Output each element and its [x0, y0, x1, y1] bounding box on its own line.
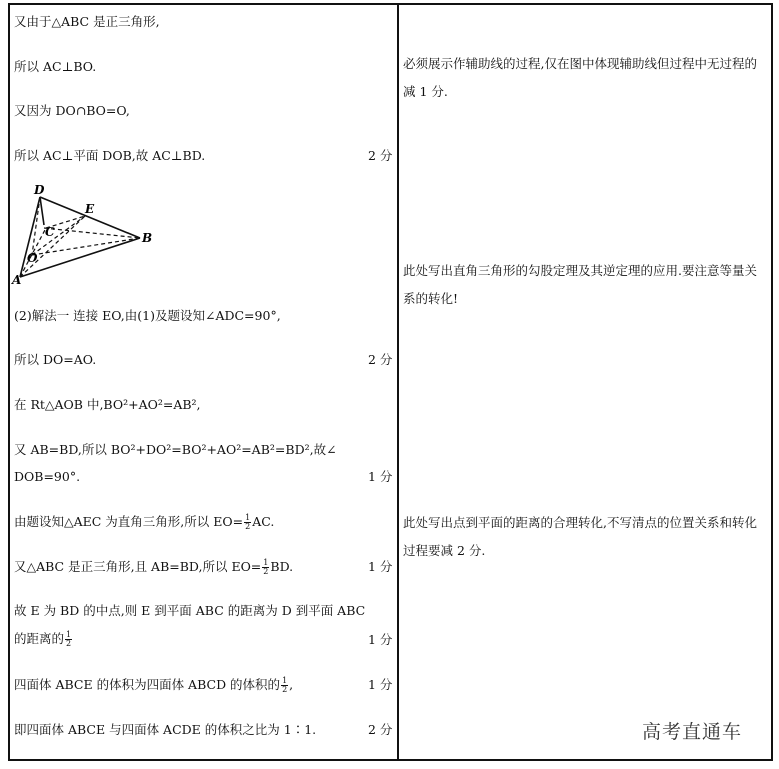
- line-12-text: 四面体 ABCE 的体积为四面体 ABCD 的体积的: [14, 677, 281, 692]
- solution-line-12: [14, 677, 293, 694]
- solution-line-3: 又因为 DO∩BO=O,: [14, 103, 130, 118]
- grading-note-3: 此处写出点到平面的距离的合理转化,不写清点的位置关系和转化过程要减 2 分.: [403, 515, 757, 558]
- label-a: A: [12, 273, 22, 287]
- column-divider: [397, 3, 399, 761]
- score-line-4: 2 分: [368, 148, 393, 163]
- fraction-half: $\frac{1}{2}$: [66, 630, 72, 648]
- watermark: 高考直通车: [642, 721, 743, 743]
- segment-ob: [32, 238, 140, 255]
- solution-line-5: (2)解法一 连接 EO,由(1)及题设知∠ADC=90°,: [14, 308, 281, 323]
- label-o: O: [27, 251, 38, 265]
- line-11b-text: 的距离的: [14, 631, 65, 646]
- solution-line-6: 所以 DO=AO.: [14, 352, 97, 367]
- solution-line-10: [14, 559, 293, 576]
- segment-oe: [32, 216, 85, 255]
- label-b: B: [142, 231, 153, 245]
- score-line-13: 2 分: [368, 722, 393, 737]
- solution-line-1: 又由于△ABC 是正三角形,: [14, 14, 160, 29]
- score-line-6: 2 分: [368, 352, 393, 367]
- fraction-half: $\frac{1}{2}$: [282, 676, 288, 694]
- line-12-tail: ,: [289, 677, 294, 692]
- line-10-tail: BD.: [270, 559, 294, 574]
- solution-line-4: 所以 AC⊥平面 DOB,故 AC⊥BD.: [14, 148, 206, 163]
- grading-note-1: 必须展示作辅助线的过程,仅在图中体现辅助线但过程中无过程的减 1 分.: [403, 56, 757, 99]
- solution-line-8a: 又 AB=BD,所以 BO²+DO²=BO²+AO²=AB²=BD²,故∠: [14, 442, 337, 457]
- grading-note-2: 此处写出直角三角形的勾股定理及其逆定理的应用.要注意等量关系的转化!: [403, 263, 757, 306]
- solution-line-11a: 故 E 为 BD 的中点,则 E 到平面 ABC 的距离为 D 到平面 ABC: [14, 603, 366, 618]
- solution-line-13: 即四面体 ABCE 与四面体 ACDE 的体积之比为 1∶1.: [14, 722, 317, 737]
- line-9-tail: AC.: [252, 514, 275, 529]
- score-line-10: 1 分: [368, 559, 393, 574]
- solution-line-2: 所以 AC⊥BO.: [14, 59, 97, 74]
- fraction-half: $\frac{1}{2}$: [263, 558, 269, 576]
- score-line-8: 1 分: [368, 469, 393, 484]
- label-d: D: [34, 183, 45, 197]
- score-line-11: 1 分: [368, 632, 393, 647]
- edge-cb: [44, 228, 140, 238]
- label-e: E: [85, 202, 95, 216]
- tetrahedron-figure: [10, 180, 160, 290]
- edge-dc-top: [40, 197, 44, 225]
- solution-line-9: [14, 514, 274, 531]
- label-c: C: [45, 225, 55, 239]
- fraction-half: $\frac{1}{2}$: [245, 513, 251, 531]
- solution-line-8b: DOB=90°.: [14, 469, 81, 484]
- edge-da: [20, 197, 40, 277]
- line-9-text: 由题设知△AEC 为直角三角形,所以 EO=: [14, 514, 244, 529]
- solution-line-11b: [14, 631, 73, 648]
- score-line-12: 1 分: [368, 677, 393, 692]
- line-10-text: 又△ABC 是正三角形,且 AB=BD,所以 EO=: [14, 559, 262, 574]
- solution-line-7: 在 Rt△AOB 中,BO²+AO²=AB²,: [14, 397, 201, 412]
